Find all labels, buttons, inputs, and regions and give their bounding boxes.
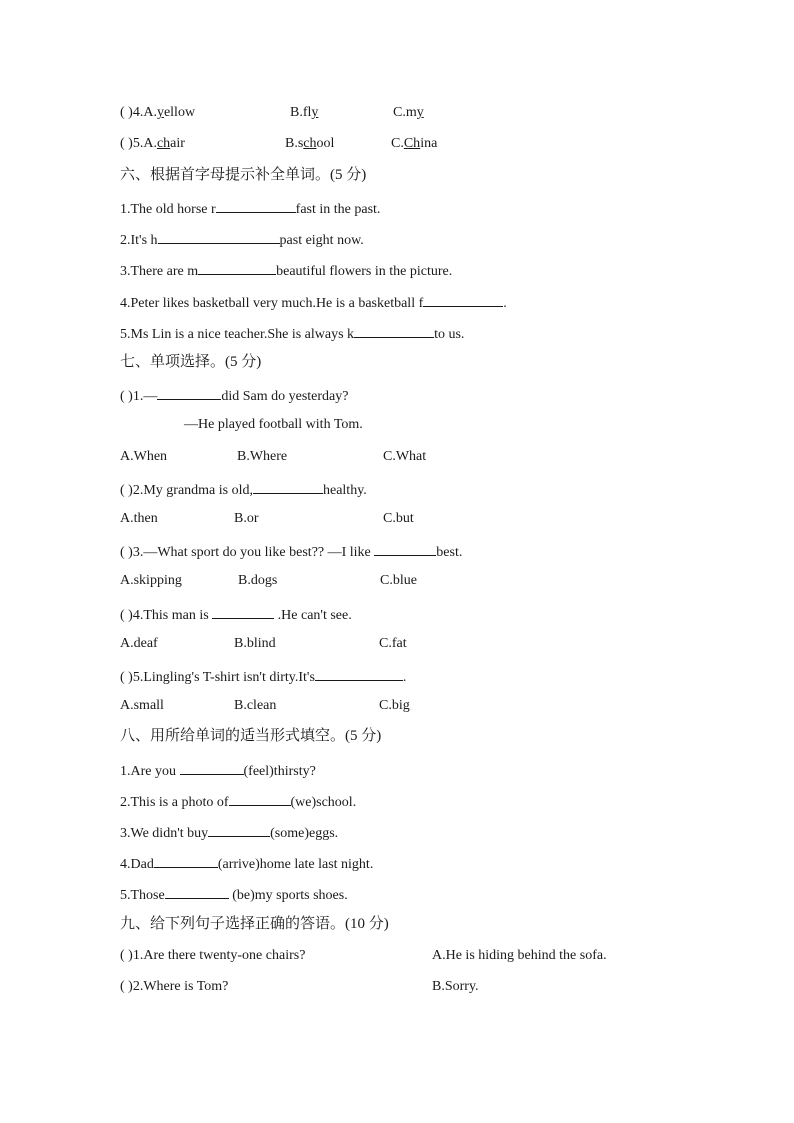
sec8-item-1: 1.Are you (feel)thirsty? bbox=[120, 760, 316, 781]
sec6-item-1: 1.The old horse r fast in the past. bbox=[120, 198, 380, 219]
option-c[interactable]: C.blue bbox=[380, 573, 417, 588]
sec9-answer-a: A.He is hiding behind the sofa. bbox=[432, 948, 607, 963]
sec7-q1: ( )1.— did Sam do yesterday? bbox=[120, 385, 348, 406]
option-c[interactable]: C.but bbox=[383, 511, 414, 526]
option-a[interactable]: A.deaf bbox=[120, 636, 158, 651]
sec6-item-2: 2.It's h past eight now. bbox=[120, 229, 364, 250]
sec8-item-2: 2.This is a photo of (we)school. bbox=[120, 791, 356, 812]
section-8-heading: 八、用所给单词的适当形式填空。(5 分) bbox=[120, 728, 382, 744]
sec8-item-3: 3.We didn't buy (some)eggs. bbox=[120, 822, 338, 843]
answer-blank[interactable] bbox=[208, 822, 270, 837]
sec9-item-2: ( )2.Where is Tom? B.Sorry. bbox=[120, 979, 479, 994]
underlined-letters: y bbox=[311, 105, 319, 120]
answer-blank[interactable] bbox=[315, 666, 403, 681]
sec9-answer-b: B.Sorry. bbox=[432, 979, 479, 994]
option-b[interactable]: B.clean bbox=[234, 698, 277, 713]
answer-blank[interactable] bbox=[198, 260, 276, 275]
answer-blank[interactable] bbox=[253, 479, 323, 494]
phonics-row-5: ( )5.A.chair B.school C.China bbox=[120, 136, 438, 151]
answer-blank[interactable] bbox=[180, 760, 244, 775]
sec7-q5: ( )5.Lingling's T-shirt isn't dirty.It's . bbox=[120, 666, 406, 687]
underlined-letters: ch bbox=[156, 136, 171, 151]
answer-blank[interactable] bbox=[354, 323, 434, 338]
section-7-heading: 七、单项选择。(5 分) bbox=[120, 354, 262, 370]
underlined-letters: ch bbox=[303, 136, 317, 151]
sec8-item-5: 5.Those (be)my sports shoes. bbox=[120, 884, 348, 905]
answer-paren: ( ) bbox=[120, 389, 133, 404]
sec7-q4: ( )4.This man is .He can't see. bbox=[120, 604, 352, 625]
underlined-letters: y bbox=[156, 105, 164, 120]
option-b[interactable]: B.or bbox=[234, 511, 259, 526]
answer-paren: ( ) bbox=[120, 608, 133, 623]
answer-blank[interactable] bbox=[423, 292, 503, 307]
sec7-q1-answer: —He played football with Tom. bbox=[184, 417, 363, 432]
answer-paren: ( ) bbox=[120, 670, 133, 685]
option-a[interactable]: A.skipping bbox=[120, 573, 182, 588]
sec8-item-4: 4.Dad (arrive)home late last night. bbox=[120, 853, 373, 874]
option-c[interactable]: C.fat bbox=[379, 636, 407, 651]
answer-blank[interactable] bbox=[158, 229, 280, 244]
section-9-heading: 九、给下列句子选择正确的答语。(10 分) bbox=[120, 916, 389, 932]
underlined-letters: y bbox=[416, 105, 424, 120]
sec6-item-4: 4.Peter likes basketball very much.He is a basketball f . bbox=[120, 292, 507, 313]
answer-blank[interactable] bbox=[212, 604, 274, 619]
sec7-q3: ( )3.—What sport do you like best?? —I like best. bbox=[120, 541, 462, 562]
answer-paren: ( ) bbox=[120, 545, 133, 560]
option-a[interactable]: A.then bbox=[120, 511, 158, 526]
section-6-heading: 六、根据首字母提示补全单词。(5 分) bbox=[120, 167, 367, 183]
underlined-letters: Ch bbox=[403, 136, 421, 151]
answer-blank[interactable] bbox=[374, 541, 436, 556]
answer-paren: ( ) bbox=[120, 483, 133, 498]
phonics-row-4: ( )4.A.yellow B.fly C.my bbox=[120, 105, 424, 120]
option-c[interactable]: C.big bbox=[379, 698, 410, 713]
answer-paren: ( ) bbox=[120, 105, 133, 120]
sec9-item-1: ( )1.Are there twenty-one chairs? A.He is hiding behind the sofa. bbox=[120, 948, 607, 963]
sec6-item-3: 3.There are m beautiful flowers in the picture. bbox=[120, 260, 452, 281]
option-c[interactable]: C.What bbox=[383, 449, 427, 464]
answer-blank[interactable] bbox=[165, 884, 229, 899]
sec6-item-5: 5.Ms Lin is a nice teacher.She is always k to us. bbox=[120, 323, 464, 344]
answer-blank[interactable] bbox=[157, 385, 221, 400]
option-a[interactable]: A.small bbox=[120, 698, 164, 713]
answer-blank[interactable] bbox=[216, 198, 296, 213]
option-b[interactable]: B.blind bbox=[234, 636, 276, 651]
answer-paren: ( ) bbox=[120, 136, 133, 151]
option-a[interactable]: A.When bbox=[120, 449, 168, 464]
sec7-q2: ( )2.My grandma is old, healthy. bbox=[120, 479, 367, 500]
answer-blank[interactable] bbox=[154, 853, 218, 868]
answer-paren: ( ) bbox=[120, 979, 133, 994]
option-b[interactable]: B.Where bbox=[237, 449, 288, 464]
answer-paren: ( ) bbox=[120, 948, 133, 963]
answer-blank[interactable] bbox=[229, 791, 291, 806]
option-b[interactable]: B.dogs bbox=[238, 573, 278, 588]
